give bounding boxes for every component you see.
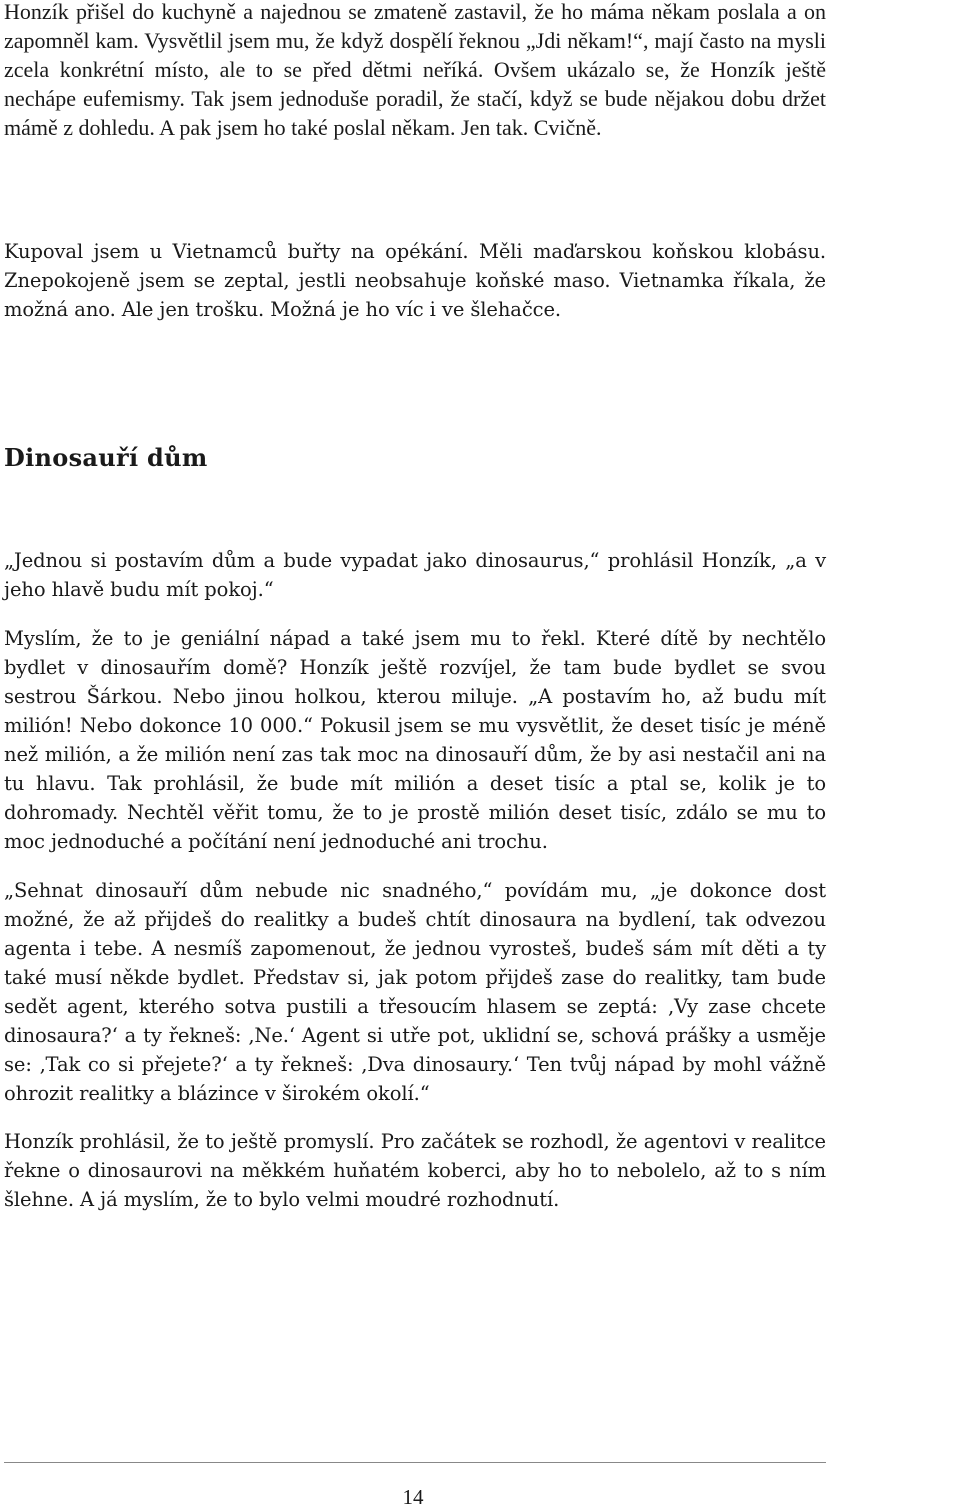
- footer-divider: [4, 1462, 826, 1463]
- paragraph-honzik-kuchyne: Honzík přišel do kuchyně a najednou se zmateně zastavil, že ho máma někam poslala a on zapomněl kam. Vysvětlil jsem mu, že když dospělí řeknou „Jdi někam!“, mají často na mysli zcela konkrétní místo, ale to se před dětmi neříká. Ovšem ukázalo se, že Honzík ještě nechápe eufemismy. Tak jsem jednoduše poradil, že stačí, když se bude nějakou dobu držet mámě z dohledu. A pak jsem ho také poslal někam. Jen tak. Cvičně.: [4, 0, 826, 140]
- page-number: 14: [402, 1485, 424, 1509]
- paragraph-dinosauri-dum-intro: „Jednou si postavím dům a bude vypadat jako dinosaurus,“ prohlásil Honzík, „a v jeho hlavě budu mít pokoj.“: [4, 549, 826, 601]
- section-heading: Dinosauří dům: [4, 443, 208, 472]
- paragraph-honzik-promysli: Honzík prohlásil, že to ještě promyslí. Pro začátek se rozhodl, že agentovi v realitce řekne o dinosaurovi na měkkém huňatém koberci, aby ho to nebolelo, až to s ním šlehne. A já myslím, že to bylo velmi moudré rozhodnutí.: [4, 1130, 826, 1211]
- paragraph-vietnamci-burty: Kupoval jsem u Vietnamců buřty na opékání. Měli maďarskou koňskou klobásu. Znepokojeně jsem se zeptal, jestli neobsahuje koňské maso. Vietnamka říkala, že možná ano. Ale jen trošku. Možná je ho víc i ve šlehačce.: [4, 240, 826, 321]
- paragraph-genialni-napad: Myslím, že to je geniální nápad a také jsem mu to řekl. Které dítě by nechtělo bydlet v dinosauřím domě? Honzík ještě rozvíjel, že tam bude bydlet se svou sestrou Šárkou. Nebo jinou holkou, kterou miluje. „A postavím ho, až budu mít milión! Nebo dokonce 10 000.“ Pokusil jsem se mu vysvětlit, že deset tisíc je méně než milión, a že milión není zas tak moc na dinosauří dům, že by asi nestačil ani na tu hlavu. Tak prohlásil, že bude mít milión a deset tisíc a ptal se, kolik je to dohromady. Nechtěl věřit tomu, že to je prostě milión deset tisíc, zdálo se mu to moc jednoduché a počítání není jednoduché ani trochu.: [4, 627, 826, 853]
- paragraph-sehnat-dinosauri-dum: „Sehnat dinosauří dům nebude nic snadného,“ povídám mu, „je dokonce dost možné, že až přijdeš do realitky a budeš chtít dinosaura na bydlení, tak odvezou agenta i tebe. A nesmíš zapomenout, že jednou vyrosteš, budeš sám mít děti a ty také musí někde bydlet. Představ si, jak potom přijdeš zase do realitky, tam bude sedět agent, kterého sotva pustili a třesoucím hlasem se zeptá: ‚Vy zase chcete dinosaura?‘ a ty řekneš: ‚Ne.‘ Agent si utře pot, uklidní se, schová prášky a usměje se: ‚Tak co si přejete?‘ a ty řekneš: ‚Dva dinosaury.‘ Ten tvůj nápad by mohl vážně ohrozit realitky a blázince v širokém okolí.“: [4, 879, 826, 1105]
